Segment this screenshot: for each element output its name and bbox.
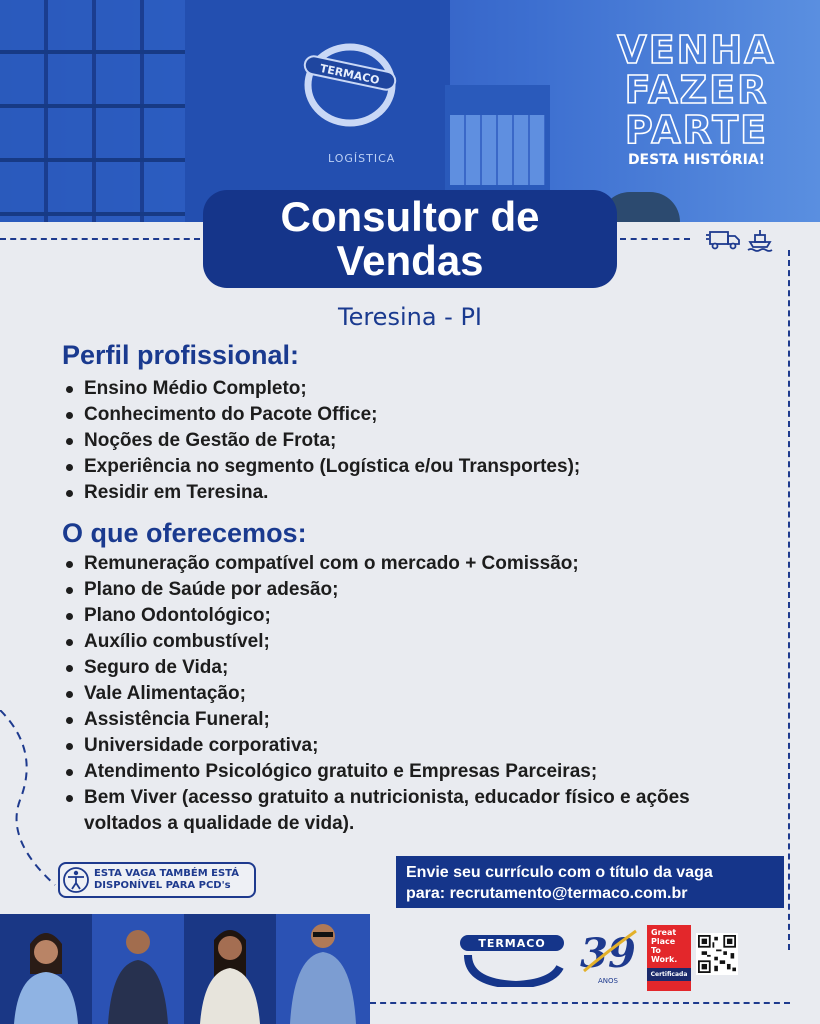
- qr-code-icon[interactable]: [696, 933, 738, 975]
- truck-icon: [706, 232, 739, 249]
- hero-banner: [0, 0, 820, 222]
- cta-line2[interactable]: para: recrutamento@termaco.com.br: [406, 885, 688, 902]
- list-item: Atendimento Psicológico gratuito e Empresas Parceiras;: [62, 759, 744, 785]
- benefits-heading: O que oferecemos:: [62, 518, 307, 548]
- employee-photo-3: [184, 914, 276, 1024]
- building-windows: [450, 115, 545, 185]
- pcd-line2: DISPONÍVEL PARA PCD's: [94, 880, 231, 891]
- termaco-logo: [460, 925, 564, 987]
- slogan-line2: FAZER: [624, 68, 769, 112]
- list-item: Experiência no segmento (Logística e/ou Transportes);: [62, 454, 744, 480]
- frame-dash-bottom: [370, 1002, 790, 1004]
- job-title: [203, 190, 617, 288]
- gptw-cert: Certificada: [647, 968, 691, 981]
- building-sub-text: LOGÍSTICA: [328, 152, 396, 165]
- footer-logos: [460, 925, 760, 995]
- frame-dash-right: [788, 250, 790, 950]
- list-item: Auxílio combustível;: [62, 629, 744, 655]
- job-location: Teresina - PI: [337, 303, 482, 331]
- frame-dash-top-left: [0, 238, 200, 240]
- list-item: Universidade corporativa;: [62, 733, 744, 759]
- cta-line1: Envie seu currículo com o título da vaga: [406, 864, 713, 881]
- list-item: Assistência Funeral;: [62, 707, 744, 733]
- benefits-list: [62, 551, 744, 837]
- list-item: Residir em Teresina.: [62, 480, 744, 506]
- anniversary-badge: [576, 925, 640, 989]
- list-item: Noções de Gestão de Frota;: [62, 428, 744, 454]
- job-title-line1: Consultor de: [280, 193, 540, 240]
- frame-dash-top-right: [620, 238, 690, 240]
- building-logo-icon: [300, 30, 400, 130]
- gptw-badge: [647, 925, 691, 991]
- apply-instructions: [396, 856, 784, 908]
- slogan-line1: VENHA: [617, 28, 776, 72]
- list-item: Seguro de Vida;: [62, 655, 744, 681]
- list-item: Bem Viver (acesso gratuito a nutricionista, educador físico e ações voltados a qualidade de vida).: [62, 785, 744, 837]
- slogan-line3: PARTE: [624, 108, 769, 152]
- list-item: Plano Odontológico;: [62, 603, 744, 629]
- gptw-text: Great Place To Work.: [651, 928, 678, 964]
- list-item: Conhecimento do Pacote Office;: [62, 402, 744, 428]
- employee-photo-1: [0, 914, 92, 1024]
- anos-label: ANOS: [598, 977, 618, 985]
- profile-list: [62, 376, 744, 506]
- slogan-sub: DESTA HISTÓRIA!: [627, 152, 766, 168]
- list-item: Vale Alimentação;: [62, 681, 744, 707]
- glass-facade-lines: [0, 0, 190, 222]
- pcd-text: [94, 868, 239, 892]
- list-item: Remuneração compatível com o mercado + Comissão;: [62, 551, 744, 577]
- team-photos: [0, 914, 370, 1024]
- slogan: [609, 30, 784, 168]
- job-title-line2: Vendas: [336, 237, 484, 284]
- employee-photo-4: [276, 914, 370, 1024]
- ship-icon: [748, 230, 772, 251]
- profile-heading: Perfil profissional:: [62, 340, 300, 370]
- list-item: Plano de Saúde por adesão;: [62, 577, 744, 603]
- truck-ship-icons: [706, 226, 776, 252]
- pcd-line1: ESTA VAGA TAMBÉM ESTÁ: [94, 868, 239, 879]
- frame-dash-curve: [0, 710, 60, 890]
- pcd-badge: [58, 862, 256, 898]
- accessibility-icon: [62, 866, 90, 894]
- building-sign-text: TERMACO: [318, 61, 381, 88]
- termaco-logo-text: TERMACO: [478, 937, 546, 950]
- list-item: Ensino Médio Completo;: [62, 376, 744, 402]
- anos-number: 39: [580, 930, 636, 977]
- employee-photo-2: [92, 914, 184, 1024]
